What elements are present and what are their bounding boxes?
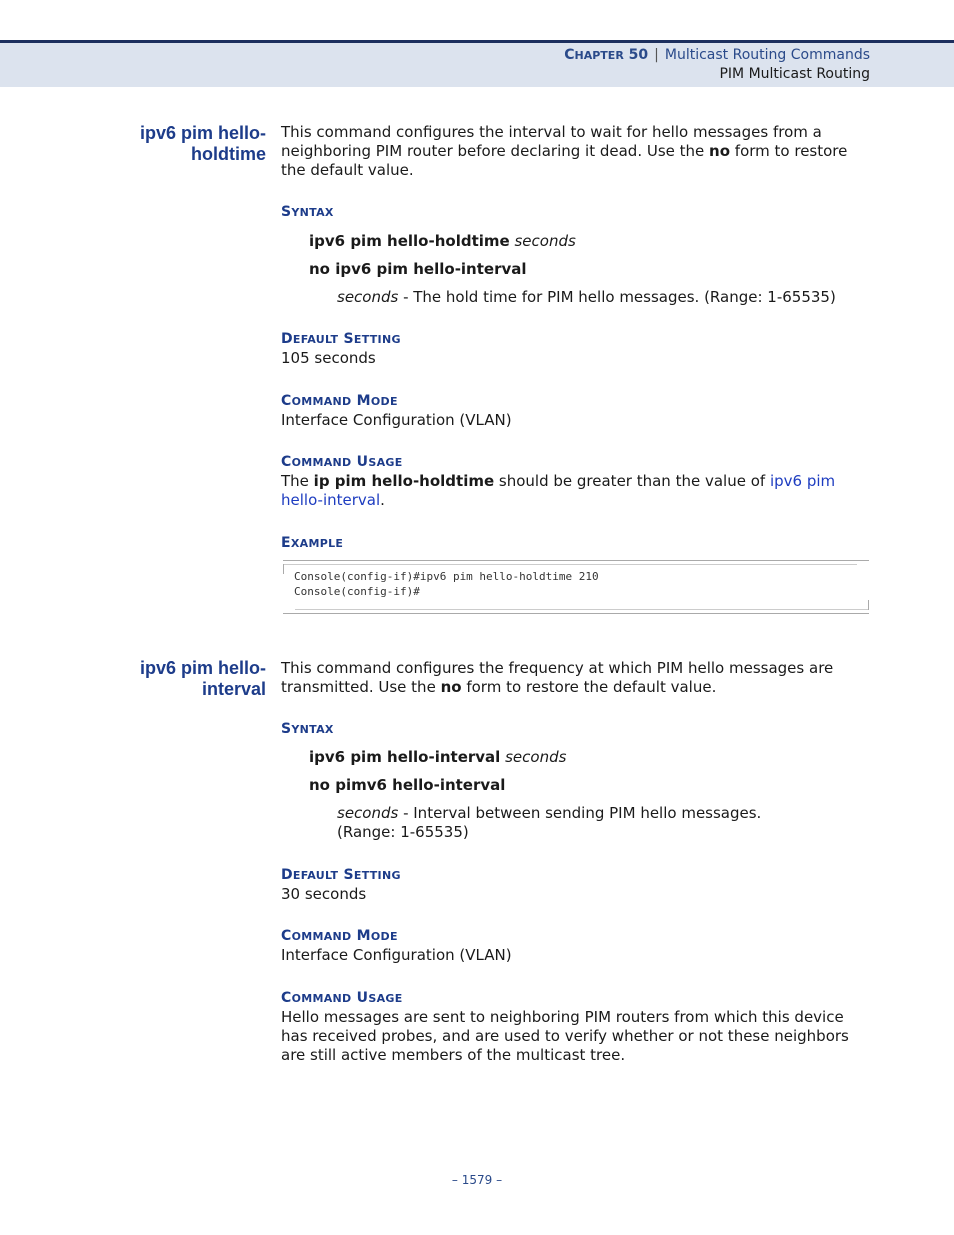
usage-text-end: . (380, 491, 385, 509)
default-setting-heading: DEFAULT SETTING (281, 867, 401, 883)
parameter-name: seconds (337, 288, 399, 306)
syntax-heading: SYNTAX (281, 204, 334, 220)
code-line: Console(config-if)# (294, 585, 420, 598)
syntax-heading: SYNTAX (281, 721, 334, 737)
command-title-line1: ipv6 pim hello- (139, 658, 266, 678)
command-title-line2: holdtime (191, 144, 266, 164)
command-title-line2: interval (201, 679, 266, 699)
command-description (281, 659, 871, 697)
code-line: Console(config-if)#ipv6 pim hello-holdtime 210 (294, 570, 599, 583)
syntax-command-name: ipv6 pim hello-holdtime (309, 232, 510, 250)
command-mode-value: Interface Configuration (VLAN) (281, 411, 512, 429)
description-text-end: form to restore the default value. (281, 142, 848, 179)
page-header (0, 40, 954, 87)
syntax-command-name: ipv6 pim hello-interval (309, 748, 501, 766)
command-usage-heading: COMMAND USAGE (281, 990, 403, 1006)
section-title: PIM Multicast Routing (719, 66, 870, 82)
usage-text: The (281, 472, 314, 490)
command-mode-heading: COMMAND MODE (281, 393, 398, 409)
description-keyword: no (440, 678, 462, 696)
code-box-left-cap (283, 564, 284, 574)
command-description (281, 123, 871, 180)
parameter-range: (Range: 1-65535) (337, 823, 469, 841)
default-setting-heading: DEFAULT SETTING (281, 331, 401, 347)
parameter-text: - The hold time for PIM hello messages. (Range: 1-65535) (398, 288, 836, 306)
command-usage-text: Hello messages are sent to neighboring PIM routers from which this device has received probes, and are used to verify whether or not these neighbors are still active members of the multicast tree. (281, 1008, 849, 1064)
syntax-command (309, 232, 576, 251)
usage-link-hello-interval[interactable]: ipv6 pim hello-interval (281, 472, 836, 509)
example-heading: EXAMPLE (281, 535, 344, 551)
parameter-name: seconds (337, 804, 399, 822)
page-number: – 1579 – (451, 1173, 503, 1187)
usage-text-mid: should be greater than the value of (494, 472, 770, 490)
chapter-title: Multicast Routing Commands (664, 47, 870, 63)
usage-keyword: ip pim hello-holdtime (313, 472, 495, 490)
default-setting-value: 105 seconds (281, 349, 376, 367)
description-text-end: form to restore the default value. (461, 678, 717, 696)
parameter-description (337, 288, 877, 307)
code-example-box (283, 560, 869, 614)
default-setting-value: 30 seconds (281, 885, 367, 903)
command-title (106, 658, 266, 700)
command-mode-value: Interface Configuration (VLAN) (281, 946, 512, 964)
code-box-bottom-rule (295, 609, 869, 610)
header-separator: | (654, 47, 659, 63)
syntax-parameter: seconds (505, 748, 567, 766)
description-text: This command configures the interval to wait for hello messages from a neighboring PIM router before declaring it dead. Use the (281, 123, 822, 160)
syntax-no-command (309, 776, 505, 795)
description-keyword: no (709, 142, 731, 160)
code-box-right-cap (868, 600, 869, 610)
syntax-no-command-name: no pimv6 hello-interval (309, 776, 506, 794)
syntax-no-command-name: no ipv6 pim hello-interval (309, 260, 527, 278)
header-chapter-line (564, 47, 870, 63)
command-usage-heading: COMMAND USAGE (281, 454, 403, 470)
code-box-top-rule (283, 564, 857, 565)
chapter-label: CHAPTER 50 (564, 47, 649, 63)
command-title (106, 123, 266, 165)
syntax-parameter: seconds (514, 232, 576, 250)
description-text: This command configures the frequency at which PIM hello messages are transmitted. Use the (281, 659, 834, 696)
parameter-description (337, 804, 877, 842)
command-title-line1: ipv6 pim hello- (139, 123, 266, 143)
parameter-text: - Interval between sending PIM hello messages. (398, 804, 762, 822)
syntax-no-command (309, 260, 527, 279)
syntax-command (309, 748, 566, 767)
command-usage-text (281, 472, 871, 510)
command-mode-heading: COMMAND MODE (281, 928, 398, 944)
